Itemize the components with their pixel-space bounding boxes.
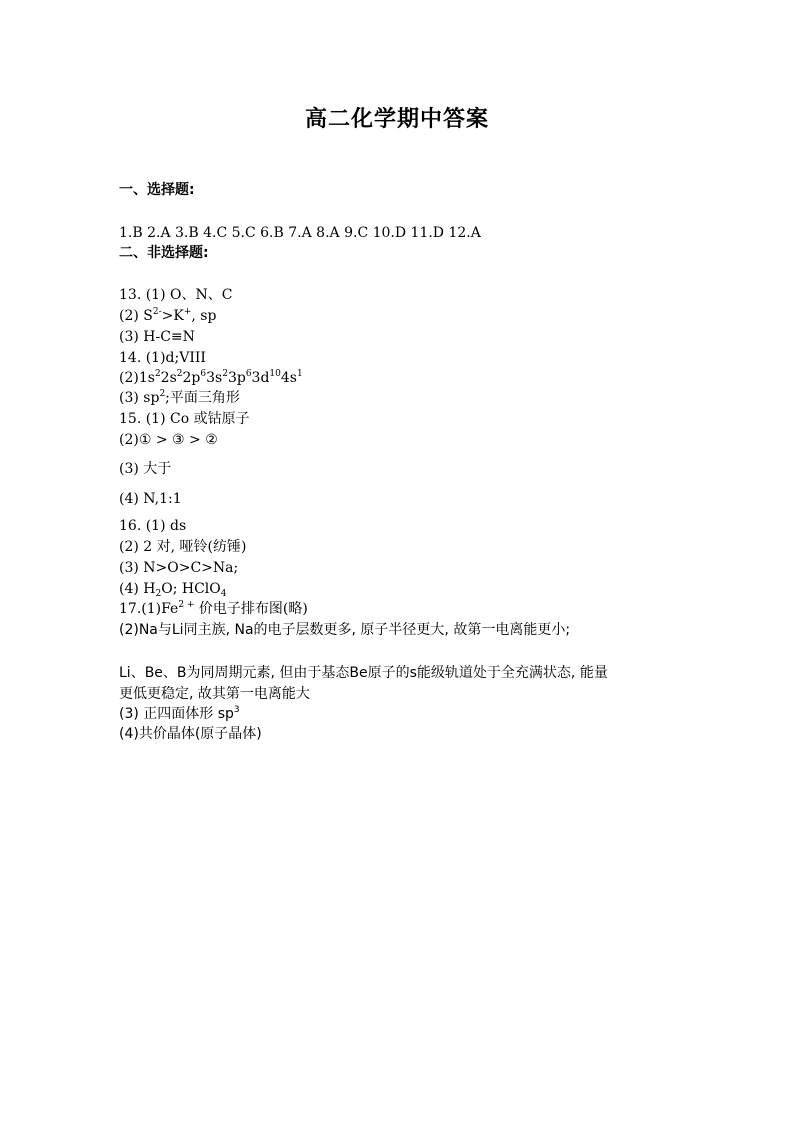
- sp3-superscript: 3: [233, 705, 240, 715]
- q13-part2: [119, 307, 216, 325]
- multiple-choice-answers: 1.B 2.A 3.B 4.C 5.C 6.B 7.A 8.A 9.C 10.D 11.D 12.A: [119, 225, 481, 241]
- q17-part3-text: (3) 正四面体形 sp: [119, 706, 234, 722]
- section-heading-non-multiple-choice: 二、非选择题:: [119, 245, 209, 261]
- q13-part2-text-c: , sp: [191, 308, 217, 324]
- q17-part1-text-a: 17.(1)Fe: [119, 601, 179, 617]
- electron-count-superscript: 2: [154, 369, 161, 379]
- orbital-label: 3p: [227, 370, 246, 386]
- hybridization-superscript: 2: [159, 389, 166, 399]
- q15-part2: (2)① > ③ > ②: [119, 432, 218, 448]
- electron-configuration-terms: [155, 370, 303, 386]
- q14-part3: [119, 389, 240, 407]
- q13-part2-text-b: >K: [161, 308, 184, 324]
- potassium-charge: +: [183, 307, 192, 317]
- section-heading-multiple-choice: 一、选择题:: [119, 182, 195, 198]
- q17-part3: [119, 705, 240, 723]
- q16-part2: (2) 2 对, 哑铃(纺锤): [119, 539, 247, 555]
- electron-count-superscript: 6: [245, 369, 252, 379]
- orbital-label: 3s: [206, 370, 223, 386]
- perchloric-subscript: 4: [220, 589, 227, 599]
- q17-part4: (4)共价晶体(原子晶体): [119, 726, 262, 742]
- q16-part4-text-b: O; HClO: [161, 581, 221, 597]
- q15-part4: (4) N,1:1: [119, 491, 182, 507]
- page-title: 高二化学期中答案: [304, 107, 489, 132]
- q16-part4: [119, 580, 227, 598]
- orbital-label: 2p: [182, 370, 201, 386]
- q14-part3-text-b: ;平面三角形: [165, 390, 240, 406]
- q17-part1: [119, 600, 308, 618]
- q17-part2-continued-1: Li、Be、B为同周期元素, 但由于基态Be原子的s能级轨道处于全充满状态, 能量: [119, 665, 608, 681]
- electron-count-superscript: 2: [176, 369, 183, 379]
- q17-part2: (2)Na与Li同主族, Na的电子层数更多, 原子半径更大, 故第一电离能更小;: [119, 622, 571, 638]
- q14-part1: 14. (1)d;VIII: [119, 350, 206, 366]
- orbital-label: 4s: [280, 370, 297, 386]
- q13-part2-text-a: (2) S: [119, 308, 153, 324]
- q16-part1: 16. (1) ds: [119, 518, 187, 534]
- iron-charge: 2 +: [178, 600, 195, 610]
- electron-count-superscript: 2: [222, 369, 228, 379]
- orbital-label: 3d: [251, 370, 270, 386]
- q14-part2: [119, 369, 303, 387]
- q13-part1: 13. (1) O、N、C: [119, 287, 233, 303]
- sulfide-charge: 2-: [152, 307, 162, 317]
- orbital-label: 2s: [160, 370, 177, 386]
- q15-part3: (3) 大于: [119, 461, 172, 477]
- q13-part3: (3) H-C≡N: [119, 329, 195, 345]
- electron-count-superscript: 10: [269, 369, 281, 379]
- q17-part1-text-b: 价电子排布图(略): [194, 601, 308, 617]
- q15-part1: 15. (1) Co 或钴原子: [119, 411, 250, 427]
- water-subscript: 2: [155, 589, 162, 599]
- q16-part4-text-a: (4) H: [119, 581, 156, 597]
- electron-count-superscript: 6: [200, 369, 207, 379]
- electron-count-superscript: 1: [296, 369, 303, 379]
- q14-config-start: (2)1s: [119, 370, 155, 386]
- q17-part2-continued-2: 更低更稳定, 故其第一电离能大: [119, 686, 310, 702]
- q14-part3-text-a: (3) sp: [119, 390, 160, 406]
- q16-part3: (3) N>O>C>Na;: [119, 560, 239, 576]
